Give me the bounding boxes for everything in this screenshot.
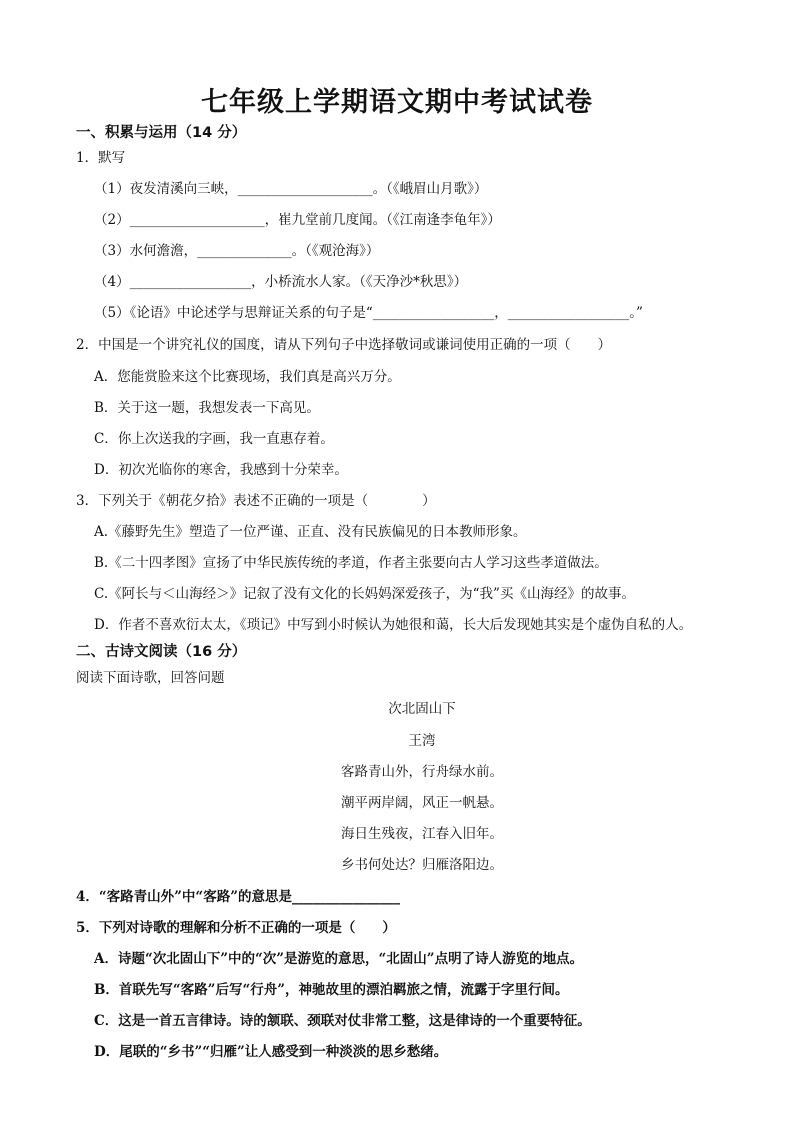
poem-line: 潮平两岸阔，风正一帆悬。: [341, 795, 503, 811]
question-2-option: C．你上次送我的字画，我一直惠存着。: [94, 431, 334, 447]
page-title: 七年级上学期语文期中考试试卷: [201, 87, 593, 118]
poem-line: 海日生残夜，江春入旧年。: [341, 826, 503, 842]
poem-title: 次北固山下: [388, 701, 456, 717]
poem-author: 王湾: [408, 733, 436, 749]
poem-line: 客路青山外，行舟绿水前。: [341, 764, 503, 780]
question-5-option: C．这是一首五言律诗。诗的颔联、颈联对仗非常工整，这是律诗的一个重要特征。: [94, 1013, 591, 1029]
question-2-option: D．初次光临你的寒舍，我感到十分荣幸。: [94, 462, 348, 478]
question-3-option: C.《阿长与＜山海经＞》记叙了没有文化的长妈妈深爱孩子，为“我”买《山海经》的故事。: [94, 586, 635, 602]
question-2-option: A．您能赏脸来这个比赛现场，我们真是高兴万分。: [94, 369, 401, 385]
question-2-option: B．关于这一题，我想发表一下高见。: [94, 400, 320, 416]
question-5-stem: 5．下列对诗歌的理解和分析不正确的一项是（ ）: [76, 920, 396, 936]
section-heading-1: 一、积累与运用（14 分）: [76, 125, 247, 141]
question-1-item: （5）《论语》中论述学与思辩证关系的句子是“__________________，__________________。”: [94, 305, 643, 321]
question-3-option: D．作者不喜欢衍太太，《琐记》中写到小时候认为她很和蔼，长大后发现她其实是个虚伪自私的人。: [94, 617, 693, 633]
question-1-item: （1）夜发清溪向三峡，____________________。（《峨眉山月歌》）: [94, 181, 488, 197]
question-5-option: B．首联先写“客路”后写“行舟”，神驰故里的漂泊羁旅之情，流露于字里行间。: [94, 982, 569, 998]
question-2-stem: 2．中国是一个讲究礼仪的国度，请从下列句子中选择敬词或谦词使用正确的一项（ ）: [76, 337, 612, 353]
question-3-option: B.《二十四孝图》宣扬了中华民族传统的孝道，作者主张要向古人学习这些孝道做法。: [94, 555, 608, 571]
question-4: 4．“客路青山外”中“客路”的意思是________________: [76, 889, 400, 905]
question-1-item: （2）____________________，崔九堂前几度闻。（《江南逢李龟年》）: [94, 212, 501, 228]
reading-instruction: 阅读下面诗歌，回答问题: [76, 670, 225, 686]
question-1-item: （4）__________________，小桥流水人家。（《天净沙*秋思》）: [94, 274, 468, 290]
poem-line: 乡书何处达？归雁洛阳边。: [341, 857, 503, 873]
question-5-option: A．诗题“次北固山下”中的“次”是游览的意思，“北固山”点明了诗人游览的地点。: [94, 951, 584, 967]
question-3-option: A.《藤野先生》塑造了一位严谨、正直、没有民族偏见的日本教师形象。: [94, 524, 527, 540]
question-3-stem: 3．下列关于《朝花夕拾》表述不正确的一项是（ ）: [76, 493, 436, 509]
question-1-item: （3）水何澹澹，______________。（《观沧海》）: [94, 243, 380, 259]
section-heading-2: 二、古诗文阅读（16 分）: [76, 644, 247, 660]
question-1-stem: 1．默写: [76, 150, 126, 166]
question-5-option: D．尾联的“乡书”“归雁”让人感受到一种淡淡的思乡愁绪。: [94, 1044, 448, 1060]
